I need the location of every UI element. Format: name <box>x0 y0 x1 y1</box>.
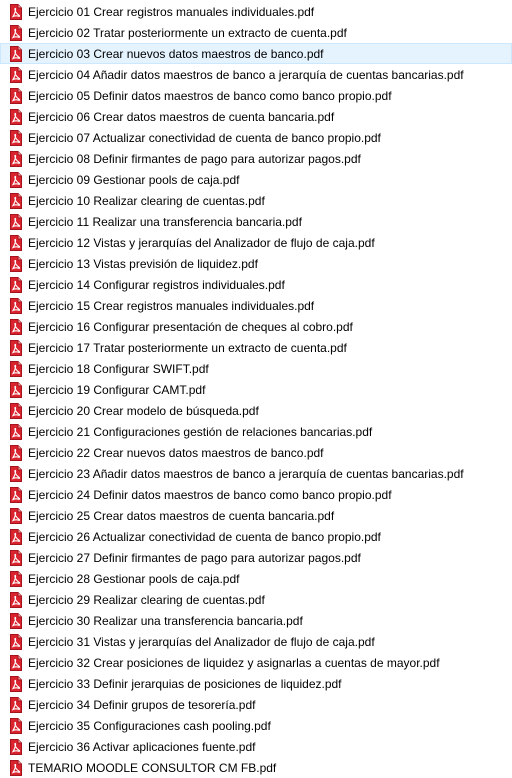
file-name: Ejercicio 25 Crear datos maestros de cuenta bancaria.pdf <box>28 508 335 523</box>
file-list-item[interactable] <box>0 526 512 547</box>
pdf-file-icon <box>8 718 24 734</box>
file-list-item[interactable] <box>0 127 512 148</box>
file-list-item[interactable] <box>0 253 512 274</box>
file-list-item[interactable] <box>0 610 512 631</box>
pdf-file-icon <box>8 487 24 503</box>
file-list-item[interactable] <box>0 589 512 610</box>
file-list-item[interactable] <box>0 379 512 400</box>
file-list-item[interactable] <box>0 64 512 85</box>
file-name: Ejercicio 23 Añadir datos maestros de banco a jerarquía de cuentas bancarias.pdf <box>28 466 464 481</box>
file-name: Ejercicio 28 Gestionar pools de caja.pdf <box>28 571 240 586</box>
pdf-file-icon <box>8 382 24 398</box>
file-list-item[interactable] <box>0 484 512 505</box>
pdf-file-icon <box>8 88 24 104</box>
file-name: Ejercicio 07 Actualizar conectividad de cuenta de banco propio.pdf <box>28 130 381 145</box>
pdf-file-icon <box>8 655 24 671</box>
file-name: Ejercicio 35 Configuraciones cash pooling.pdf <box>28 718 271 733</box>
file-name: Ejercicio 21 Configuraciones gestión de relaciones bancarias.pdf <box>28 424 373 439</box>
pdf-file-icon <box>8 508 24 524</box>
file-name: Ejercicio 36 Activar aplicaciones fuente.pdf <box>28 739 256 754</box>
file-list-item[interactable] <box>0 505 512 526</box>
file-name: Ejercicio 18 Configurar SWIFT.pdf <box>28 361 209 376</box>
file-name: Ejercicio 22 Crear nuevos datos maestros de banco.pdf <box>28 445 324 460</box>
file-name: Ejercicio 29 Realizar clearing de cuentas.pdf <box>28 592 265 607</box>
pdf-file-icon <box>8 634 24 650</box>
file-name: Ejercicio 19 Configurar CAMT.pdf <box>28 382 206 397</box>
file-name: Ejercicio 14 Configurar registros individuales.pdf <box>28 277 285 292</box>
file-list-item[interactable] <box>0 736 512 757</box>
file-list-item[interactable] <box>0 169 512 190</box>
file-name: TEMARIO MOODLE CONSULTOR CM FB.pdf <box>28 760 277 775</box>
file-list-item[interactable] <box>0 631 512 652</box>
file-name: Ejercicio 09 Gestionar pools de caja.pdf <box>28 172 240 187</box>
file-list-item[interactable] <box>0 232 512 253</box>
file-list-item[interactable] <box>0 295 512 316</box>
file-name: Ejercicio 32 Crear posiciones de liquidez y asignarlas a cuentas de mayor.pdf <box>28 655 440 670</box>
file-name: Ejercicio 05 Definir datos maestros de banco como banco propio.pdf <box>28 88 392 103</box>
pdf-file-icon <box>8 613 24 629</box>
file-list-item[interactable] <box>0 358 512 379</box>
file-name: Ejercicio 26 Actualizar conectividad de cuenta de banco propio.pdf <box>28 529 381 544</box>
pdf-file-icon <box>8 25 24 41</box>
pdf-file-icon <box>8 319 24 335</box>
pdf-file-icon <box>8 445 24 461</box>
file-list-item[interactable] <box>0 22 512 43</box>
file-name: Ejercicio 31 Vistas y jerarquías del Analizador de flujo de caja.pdf <box>28 634 375 649</box>
pdf-file-icon <box>8 424 24 440</box>
pdf-file-icon <box>8 256 24 272</box>
pdf-file-icon <box>8 172 24 188</box>
file-name: Ejercicio 30 Realizar una transferencia bancaria.pdf <box>28 613 303 628</box>
pdf-file-icon <box>8 592 24 608</box>
file-list-item[interactable] <box>0 442 512 463</box>
pdf-file-icon <box>8 676 24 692</box>
file-list-item[interactable] <box>0 715 512 736</box>
file-list-item[interactable] <box>0 1 512 22</box>
pdf-file-icon <box>8 529 24 545</box>
pdf-file-icon <box>8 67 24 83</box>
file-name: Ejercicio 13 Vistas previsión de liquidez.pdf <box>28 256 258 271</box>
file-name: Ejercicio 12 Vistas y jerarquías del Analizador de flujo de caja.pdf <box>28 235 375 250</box>
pdf-file-icon <box>8 277 24 293</box>
pdf-file-icon <box>8 151 24 167</box>
file-name: Ejercicio 20 Crear modelo de búsqueda.pdf <box>28 403 259 418</box>
file-name: Ejercicio 03 Crear nuevos datos maestros de banco.pdf <box>28 46 324 61</box>
pdf-file-icon <box>8 340 24 356</box>
file-list-item[interactable] <box>0 148 512 169</box>
pdf-file-icon <box>8 298 24 314</box>
pdf-file-icon <box>8 697 24 713</box>
pdf-file-icon <box>8 214 24 230</box>
file-list-item[interactable] <box>0 694 512 715</box>
file-list-item[interactable] <box>0 421 512 442</box>
pdf-file-icon <box>8 193 24 209</box>
pdf-file-icon <box>8 550 24 566</box>
pdf-file-icon <box>8 235 24 251</box>
file-list-item[interactable] <box>0 673 512 694</box>
file-list-item[interactable] <box>0 568 512 589</box>
file-list-item[interactable] <box>0 400 512 421</box>
file-name: Ejercicio 08 Definir firmantes de pago para autorizar pagos.pdf <box>28 151 361 166</box>
pdf-file-icon <box>8 739 24 755</box>
pdf-file-icon <box>8 760 24 776</box>
file-name: Ejercicio 10 Realizar clearing de cuentas.pdf <box>28 193 265 208</box>
pdf-file-icon <box>8 46 24 62</box>
file-list-item[interactable] <box>0 274 512 295</box>
file-list-item[interactable] <box>0 85 512 106</box>
file-name: Ejercicio 15 Crear registros manuales individuales.pdf <box>28 298 315 313</box>
file-name: Ejercicio 34 Definir grupos de tesorería.pdf <box>28 697 256 712</box>
file-name: Ejercicio 16 Configurar presentación de cheques al cobro.pdf <box>28 319 353 334</box>
pdf-file-icon <box>8 109 24 125</box>
file-name: Ejercicio 04 Añadir datos maestros de banco a jerarquía de cuentas bancarias.pdf <box>28 67 464 82</box>
file-list-item[interactable] <box>0 106 512 127</box>
file-name: Ejercicio 11 Realizar una transferencia bancaria.pdf <box>28 214 302 229</box>
file-name: Ejercicio 24 Definir datos maestros de banco como banco propio.pdf <box>28 487 392 502</box>
pdf-file-icon <box>8 466 24 482</box>
file-list-item[interactable] <box>0 652 512 673</box>
file-list-item[interactable] <box>0 463 512 484</box>
file-name: Ejercicio 27 Definir firmantes de pago para autorizar pagos.pdf <box>28 550 361 565</box>
file-name: Ejercicio 01 Crear registros manuales individuales.pdf <box>28 4 315 19</box>
pdf-file-icon <box>8 571 24 587</box>
file-list-item[interactable] <box>0 43 512 64</box>
file-name: Ejercicio 33 Definir jerarquias de posiciones de liquidez.pdf <box>28 676 342 691</box>
file-list-item[interactable] <box>0 547 512 568</box>
file-name: Ejercicio 06 Crear datos maestros de cuenta bancaria.pdf <box>28 109 335 124</box>
file-list-item[interactable] <box>0 316 512 337</box>
pdf-file-icon <box>8 403 24 419</box>
file-list-item[interactable] <box>0 757 512 778</box>
pdf-file-icon <box>8 361 24 377</box>
pdf-file-icon <box>8 4 24 20</box>
file-list-item[interactable] <box>0 337 512 358</box>
pdf-file-icon <box>8 130 24 146</box>
file-list-item[interactable] <box>0 190 512 211</box>
file-name: Ejercicio 02 Tratar posteriormente un extracto de cuenta.pdf <box>28 25 347 40</box>
file-name: Ejercicio 17 Tratar posteriormente un extracto de cuenta.pdf <box>28 340 347 355</box>
file-list-item[interactable] <box>0 211 512 232</box>
